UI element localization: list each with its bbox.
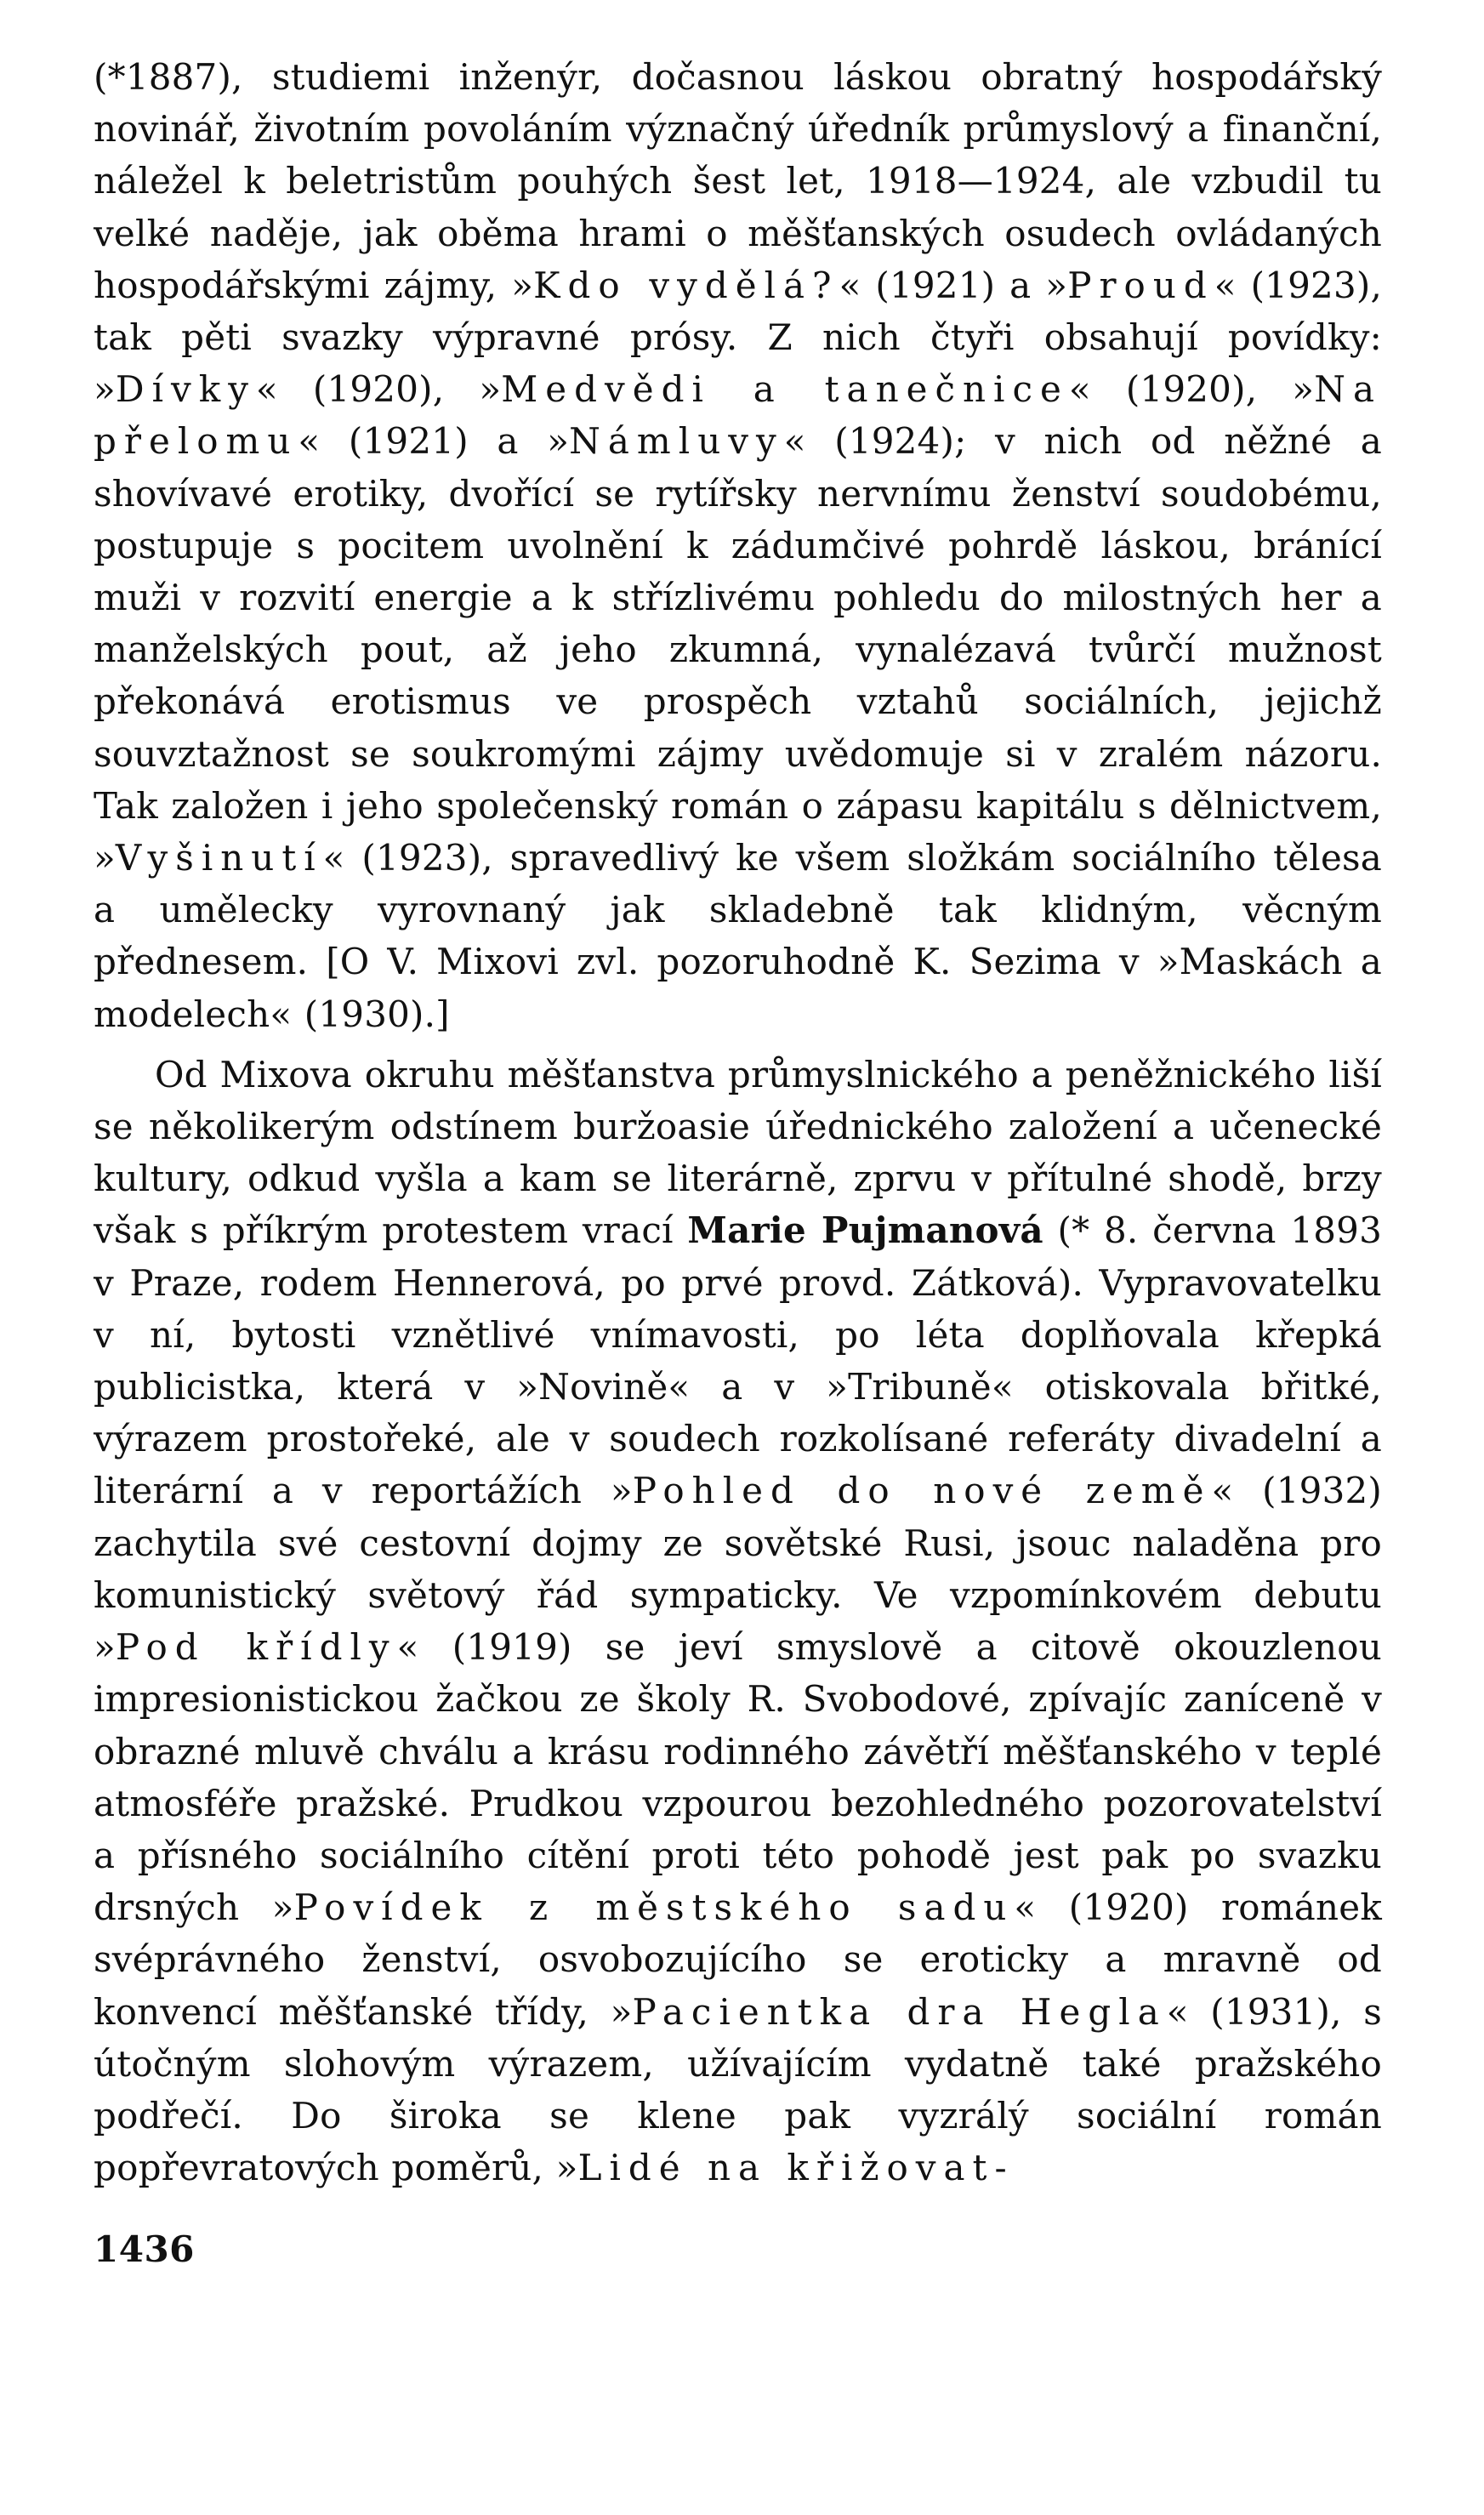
- spaced-title: Pod křídly: [115, 1626, 397, 1669]
- text-run: « (1932) zachytila své cestovní dojmy ze sovětské Rusi, jsouc naladěna pro komunistický světový řád sympaticky. Ve vzpomínkovém debutu »: [94, 1470, 1382, 1669]
- text-run: (* 8. června 1893 v Praze, rodem Hennerová, po prvé provd. Zátková). Vypravovatelku v ní, bytosti vznětlivé vnímavosti, po léta doplňovala křepká publicistka, která v »Novině« a v »Tribuně« otiskovala břitké, výrazem prostořeké, ale v soudech rozkolísané referáty divadelní a literární a v reportážích »: [94, 1209, 1382, 1512]
- text-run: « (1924); v nich od něžné a shovívavé erotiky, dvořící se rytířsky nervnímu ženství soudobému, postupuje s pocitem uvolnění k zádumčivé pohrdě láskou, bránící muži v rozvití energie a k střízlivému pohledu do milostných her a manželských pout, až jeho zkumná, vynalézavá tvůrčí mužnost překonává erotismus ve prospěch vztahů sociálních, jejichž souvztažnost se soukromými zájmy uvědomuje si v zralém názoru. Tak založen i jeho společenský román o zápasu kapitálu s dělnictvem, »: [94, 420, 1382, 879]
- page-text-block: [94, 51, 1382, 2194]
- text-run: (*1887), studiemi inženýr, dočasnou láskou obratný hospodářský novinář, životním povoláním význačný úředník průmyslový a finanční, náležel k beletristům pouhých šest let, 1918—1924, ale vzbudil tu velké naděje, jak oběma hrami o měšťanských osudech ovládaných hospodářskými zájmy, »: [94, 56, 1382, 306]
- text-run: « (1919) se jeví smyslově a citově okouzlenou impresionistickou žačkou ze školy R. Svobodové, zpívajíc zaníceně v obrazné mluvě chválu a krásu rodinného závětří měšťanského v teplé atmosféře pražské. Prudkou vzpourou bezohledného pozorovatelství a přísného sociálního cítění proti této pohodě jest pak po svazku drsných »: [94, 1626, 1382, 1929]
- paragraph-pujmanova: [94, 1049, 1382, 2194]
- spaced-title: Pacientka dra Hegla: [632, 1990, 1167, 2033]
- spaced-title: Medvědi a tanečnice: [501, 368, 1069, 411]
- spaced-title: Na přelomu: [94, 368, 1382, 463]
- text-run: « (1923), tak pěti svazky výpravné prósy. Z nich čtyři obsahují povídky: »: [94, 264, 1383, 411]
- paragraph-mix: [94, 51, 1382, 1040]
- text-run: « (1920), »: [1068, 368, 1315, 411]
- text-run: « (1920) románek svéprávného ženství, osvobozujícího se eroticky a mravně od konvencí měšťanské třídy, »: [94, 1886, 1383, 2033]
- page-number: 1436: [94, 2228, 195, 2270]
- author-name: Marie Pujmanová: [687, 1209, 1043, 1252]
- spaced-title: Pohled do nové země: [632, 1470, 1212, 1512]
- text-run: Od Mixova okruhu měšťanstva průmyslnického a peněžnického liší se několikerým odstínem buržoasie úřednického založení a učenecké kultury, odkud vyšla a kam se literárně, zprvu v přítulné shodě, brzy však s příkrým protestem vrací: [94, 1053, 1382, 1252]
- text-run: « (1931), s útočným slohovým výrazem, užívajícím vydatně také pražského podřečí. Do široka se klene pak vyzrálý sociální román popřevratových poměrů, »: [94, 1990, 1383, 2189]
- spaced-title: Lidé na křižovat-: [577, 2147, 1015, 2189]
- spaced-title: Námluvy: [569, 420, 784, 463]
- text-run: « (1921) a »: [839, 264, 1068, 306]
- spaced-title: Dívky: [115, 368, 256, 411]
- spaced-title: Vyšinutí: [115, 837, 323, 879]
- spaced-title: Kdo vydělá?: [533, 264, 839, 306]
- spaced-title: Proud: [1067, 264, 1214, 306]
- text-run: « (1921) a »: [298, 420, 570, 463]
- text-run: « (1923), spravedlivý ke všem složkám sociálního tělesa a umělecky vyrovnaný jak skladebně tak klidným, věcným přednesem. [O V. Mixovi zvl. pozoruhodně K. Sezima v »Maskách a modelech« (1930).]: [94, 837, 1382, 1035]
- spaced-title: Povídek z městského sadu: [293, 1886, 1015, 1929]
- text-run: « (1920), »: [255, 368, 502, 411]
